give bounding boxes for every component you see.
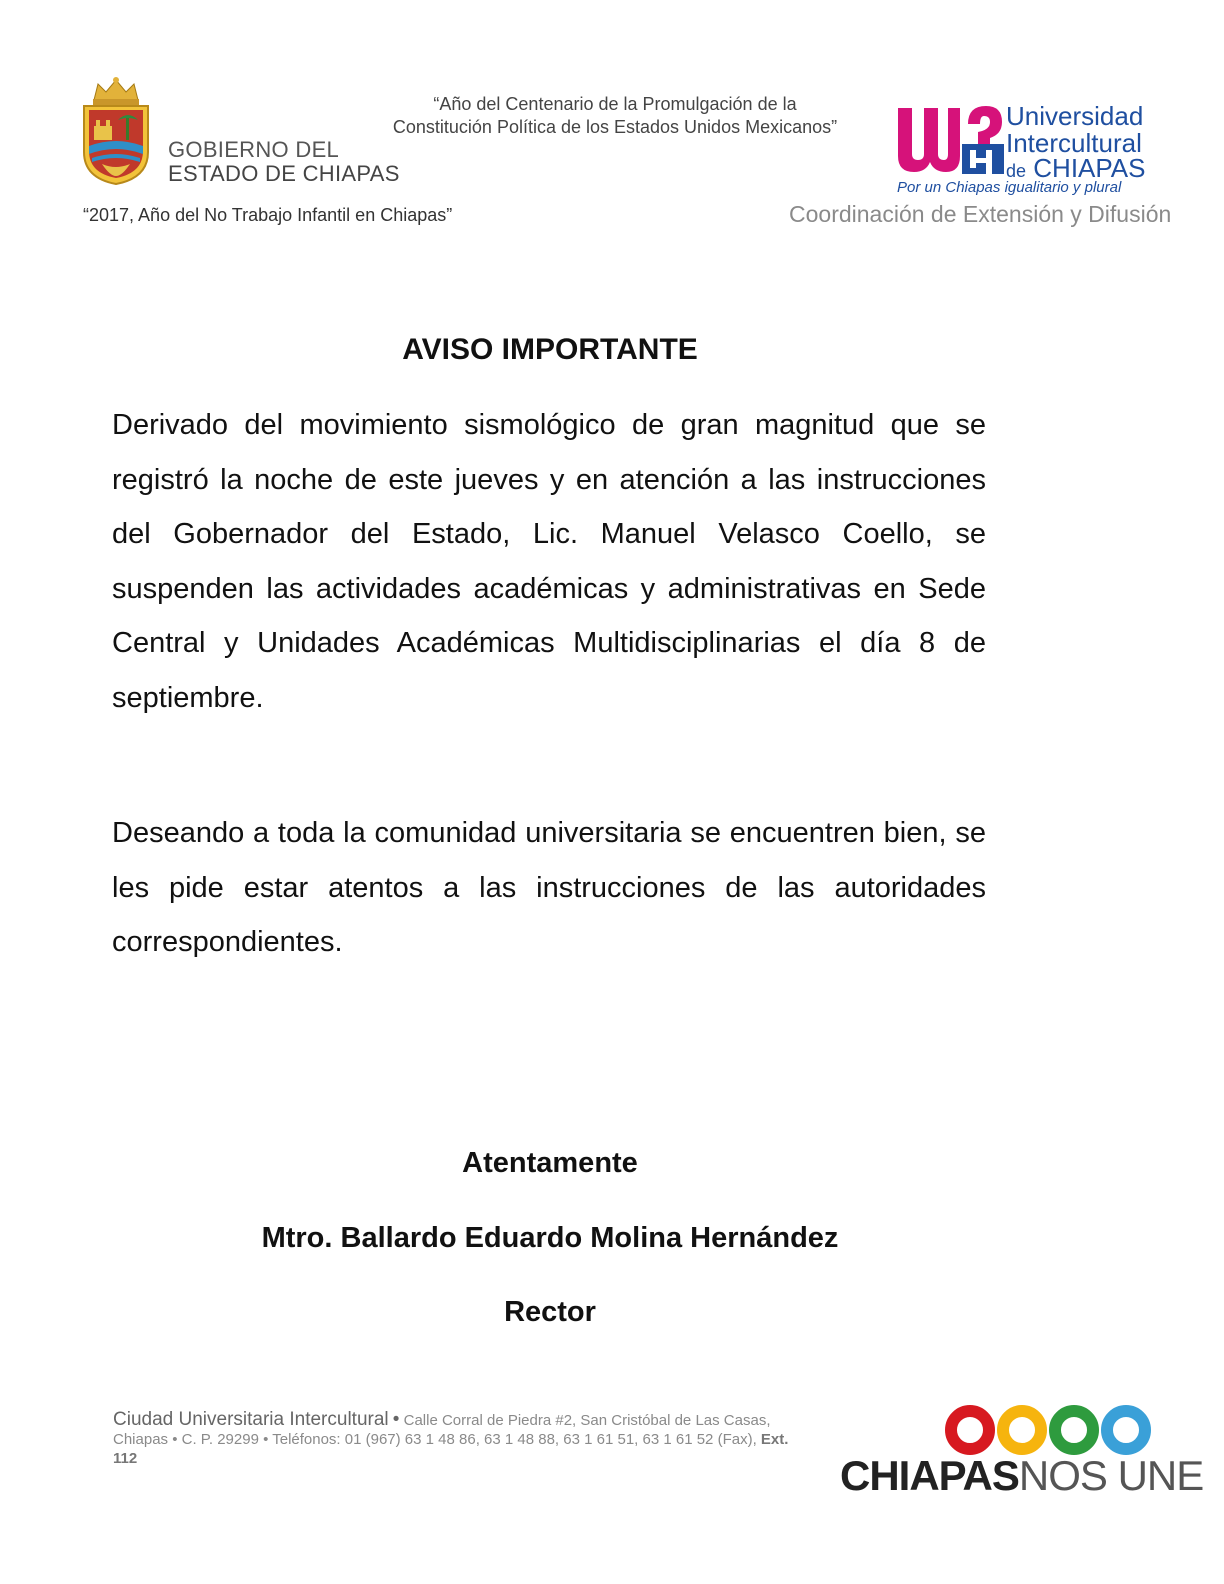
- government-name-line2: ESTADO DE CHIAPAS: [168, 161, 400, 186]
- chiapas-nos-une-wordmark: [840, 1452, 1203, 1500]
- university-chiapas: CHIAPAS: [1033, 153, 1146, 183]
- notice-paragraph-2: Deseando a toda la comunidad universitaria se encuentren bien, se les pide estar atentos a las instrucciones de las autoridades correspondientes.: [112, 817, 986, 959]
- signer-role: Rector: [504, 1296, 596, 1328]
- extension-number: Ext. 112: [113, 1431, 789, 1467]
- notice-title: AVISO IMPORTANTE: [402, 333, 698, 366]
- brand-thin: NOS UNE: [1018, 1452, 1204, 1499]
- notice-paragraph-1: Derivado del movimiento sismológico de gran magnitud que se registró la noche de este jueves y en atención a las instrucciones del Gobernador del Estado, Lic. Manuel Velasco Coello, se suspenden las actividades académicas y administrativas en Sede Central y Unidades Académicas Multidisciplinarias el día 8 de septiembre.: [112, 409, 986, 714]
- year-slogan: “2017, Año del No Trabajo Infantil en Chiapas”: [83, 205, 453, 225]
- closing-salutation: Atentamente: [462, 1147, 638, 1179]
- chiapas-coat-of-arms-logo: [78, 74, 154, 186]
- motto-line1: “Año del Centenario de la Promulgación de la: [433, 94, 797, 114]
- university-name-line2: Intercultural: [1006, 128, 1142, 158]
- footer-address: [113, 1410, 803, 1468]
- government-name-line1: GOBIERNO DEL: [168, 137, 340, 162]
- coordination-department: Coordinación de Extensión y Difusión: [789, 201, 1172, 227]
- unich-logo-icon: [894, 100, 1006, 180]
- campus-name: Ciudad Universitaria Intercultural: [113, 1409, 389, 1430]
- crown-icon: [93, 77, 139, 105]
- chiapas-nos-une-rings-logo: [944, 1404, 1154, 1456]
- footer-bullet: •: [392, 1409, 400, 1430]
- brand-bold: CHIAPAS: [840, 1452, 1019, 1499]
- signer-name: Mtro. Ballardo Eduardo Molina Hernández: [261, 1222, 839, 1254]
- university-de: de: [1006, 161, 1027, 181]
- university-tagline: Por un Chiapas igualitario y plural: [897, 179, 1122, 196]
- university-name-line1: Universidad: [1006, 101, 1144, 131]
- address-text: Calle Corral de Piedra #2, San Cristóbal de Las Casas, Chiapas • C. P. 29299 • Teléfonos: 01 (967) 63 1 48 86, 63 1 48 88, 63 1 61 51, 63 1 61 52 (Fax),: [113, 1412, 771, 1448]
- centenary-motto: [360, 93, 870, 139]
- motto-line2: Constitución Política de los Estados Unidos Mexicanos”: [392, 117, 838, 137]
